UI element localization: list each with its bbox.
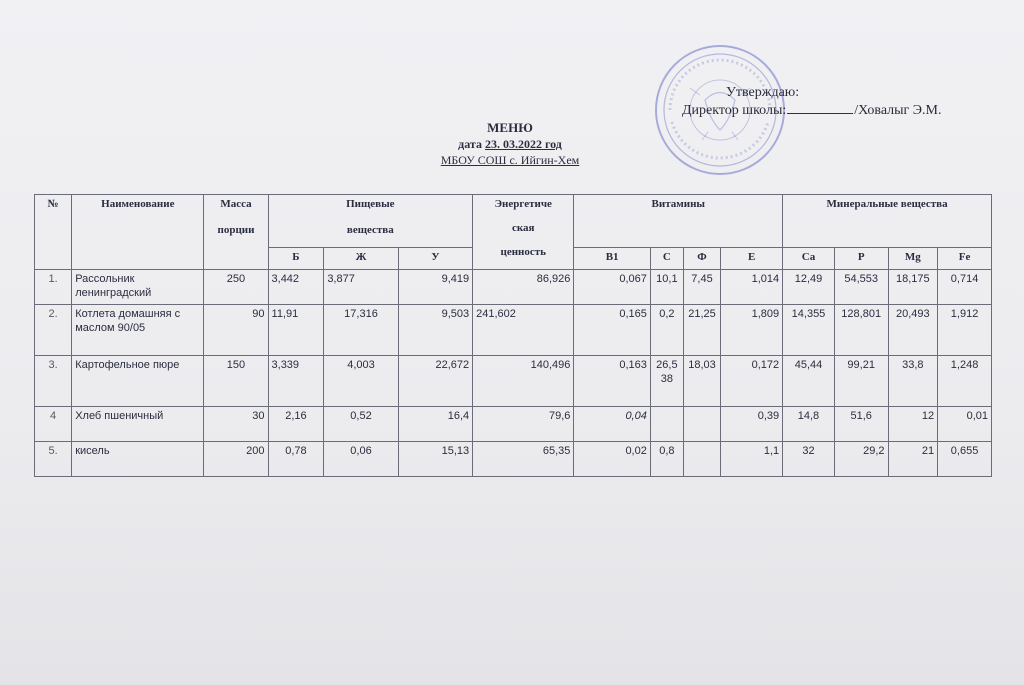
cell-p: 51,6 [834,407,888,442]
header-mass-line2: порции [217,224,255,236]
cell-f: 7,45 [683,270,720,305]
table-row [35,442,992,477]
cell-fe: 0,714 [938,270,992,305]
subheader-c: С [650,247,683,269]
cell-mg: 21 [888,442,938,477]
approval-label: Утверждаю: [726,85,800,100]
header-minerals: Минеральные вещества [783,195,992,248]
director-signature-line [682,102,982,119]
menu-table [34,194,992,477]
subheader-u: У [398,247,472,269]
menu-date [380,136,640,152]
subheader-ca: Са [783,247,835,269]
cell-b: 2,16 [268,407,324,442]
cell-energy: 79,6 [473,407,574,442]
cell-f [683,442,720,477]
director-name: /Ховалыг Э.М. [854,103,942,118]
cell-u: 15,13 [398,442,472,477]
cell-e: 1,809 [721,305,783,356]
subheader-mg: Mg [888,247,938,269]
cell-name: Рассольник ленинградский [72,270,204,305]
cell-c: 0,2 [650,305,683,356]
cell-energy: 241,602 [473,305,574,356]
cell-ca: 14,355 [783,305,835,356]
cell-zh: 0,06 [324,442,398,477]
cell-mg: 20,493 [888,305,938,356]
subheader-f: Ф [683,247,720,269]
header-name: Наименование [72,195,204,270]
cell-mg: 12 [888,407,938,442]
subheader-e: Е [721,247,783,269]
cell-e: 1,014 [721,270,783,305]
cell-b1: 0,04 [574,407,650,442]
cell-c: 10,1 [650,270,683,305]
cell-b: 11,91 [268,305,324,356]
cell-energy: 65,35 [473,442,574,477]
header-vitamins: Витамины [574,195,783,248]
page-title: МЕНЮ [487,120,533,135]
header-num: № [35,195,72,270]
cell-b: 0,78 [268,442,324,477]
cell-energy: 140,496 [473,356,574,407]
cell-e: 1,1 [721,442,783,477]
header-nutrients [268,195,473,248]
cell-c: 0,8 [650,442,683,477]
header-energy-line2: ская [512,222,535,234]
cell-b1: 0,163 [574,356,650,407]
date-prefix: дата [458,137,485,151]
cell-p: 128,801 [834,305,888,356]
date-value: 23. 03.2022 год [484,137,562,151]
cell-zh: 0,52 [324,407,398,442]
cell-num: 3. [35,356,72,407]
cell-mass: 150 [204,356,268,407]
menu-header [380,120,640,168]
subheader-b1: В1 [574,247,650,269]
subheader-p: Р [834,247,888,269]
cell-num: 5. [35,442,72,477]
cell-zh: 17,316 [324,305,398,356]
cell-fe: 1,912 [938,305,992,356]
cell-num: 4 [35,407,72,442]
school-name: МБОУ СОШ с. Ийгин-Хем [440,153,580,167]
cell-p: 29,2 [834,442,888,477]
table-row [35,270,992,305]
cell-mass: 200 [204,442,268,477]
cell-e: 0,39 [721,407,783,442]
cell-energy: 86,926 [473,270,574,305]
header-nutrients-line2: вещества [346,224,394,236]
table-row [35,407,992,442]
signature-blank [787,113,853,114]
cell-mass: 30 [204,407,268,442]
cell-b: 3,339 [268,356,324,407]
cell-ca: 12,49 [783,270,835,305]
cell-b: 3,442 [268,270,324,305]
cell-b1: 0,165 [574,305,650,356]
cell-name: Картофельное пюре [72,356,204,407]
header-mass-line1: Масса [220,198,252,210]
cell-e: 0,172 [721,356,783,407]
cell-u: 22,672 [398,356,472,407]
cell-u: 9,419 [398,270,472,305]
cell-f: 21,25 [683,305,720,356]
cell-mg: 18,175 [888,270,938,305]
cell-ca: 14,8 [783,407,835,442]
subheader-zh: Ж [324,247,398,269]
cell-c [650,407,683,442]
cell-mass: 250 [204,270,268,305]
cell-fe: 1,248 [938,356,992,407]
cell-name: Хлеб пшеничный [72,407,204,442]
table-header-row [35,195,992,248]
cell-u: 16,4 [398,407,472,442]
cell-p: 99,21 [834,356,888,407]
subheader-fe: Fe [938,247,992,269]
approval-block [682,84,982,119]
cell-b1: 0,02 [574,442,650,477]
cell-ca: 45,44 [783,356,835,407]
cell-num: 2. [35,305,72,356]
table-row [35,305,992,356]
header-energy [473,195,574,270]
cell-c: 26,538 [650,356,683,407]
cell-fe: 0,01 [938,407,992,442]
cell-ca: 32 [783,442,835,477]
cell-f [683,407,720,442]
header-nutrients-line1: Пищевые [346,198,395,210]
cell-fe: 0,655 [938,442,992,477]
director-label: Директор школы: [682,103,787,118]
cell-u: 9,503 [398,305,472,356]
cell-mass: 90 [204,305,268,356]
header-energy-line3: ценность [500,246,546,258]
subheader-b: Б [268,247,324,269]
cell-name: кисель [72,442,204,477]
cell-num: 1. [35,270,72,305]
cell-b1: 0,067 [574,270,650,305]
header-energy-line1: Энергетиче [494,198,552,210]
cell-name: Котлета домашняя с маслом 90/05 [72,305,204,356]
cell-p: 54,553 [834,270,888,305]
cell-f: 18,03 [683,356,720,407]
cell-mg: 33,8 [888,356,938,407]
table-row [35,356,992,407]
header-mass [204,195,268,270]
cell-zh: 4,003 [324,356,398,407]
cell-zh: 3,877 [324,270,398,305]
